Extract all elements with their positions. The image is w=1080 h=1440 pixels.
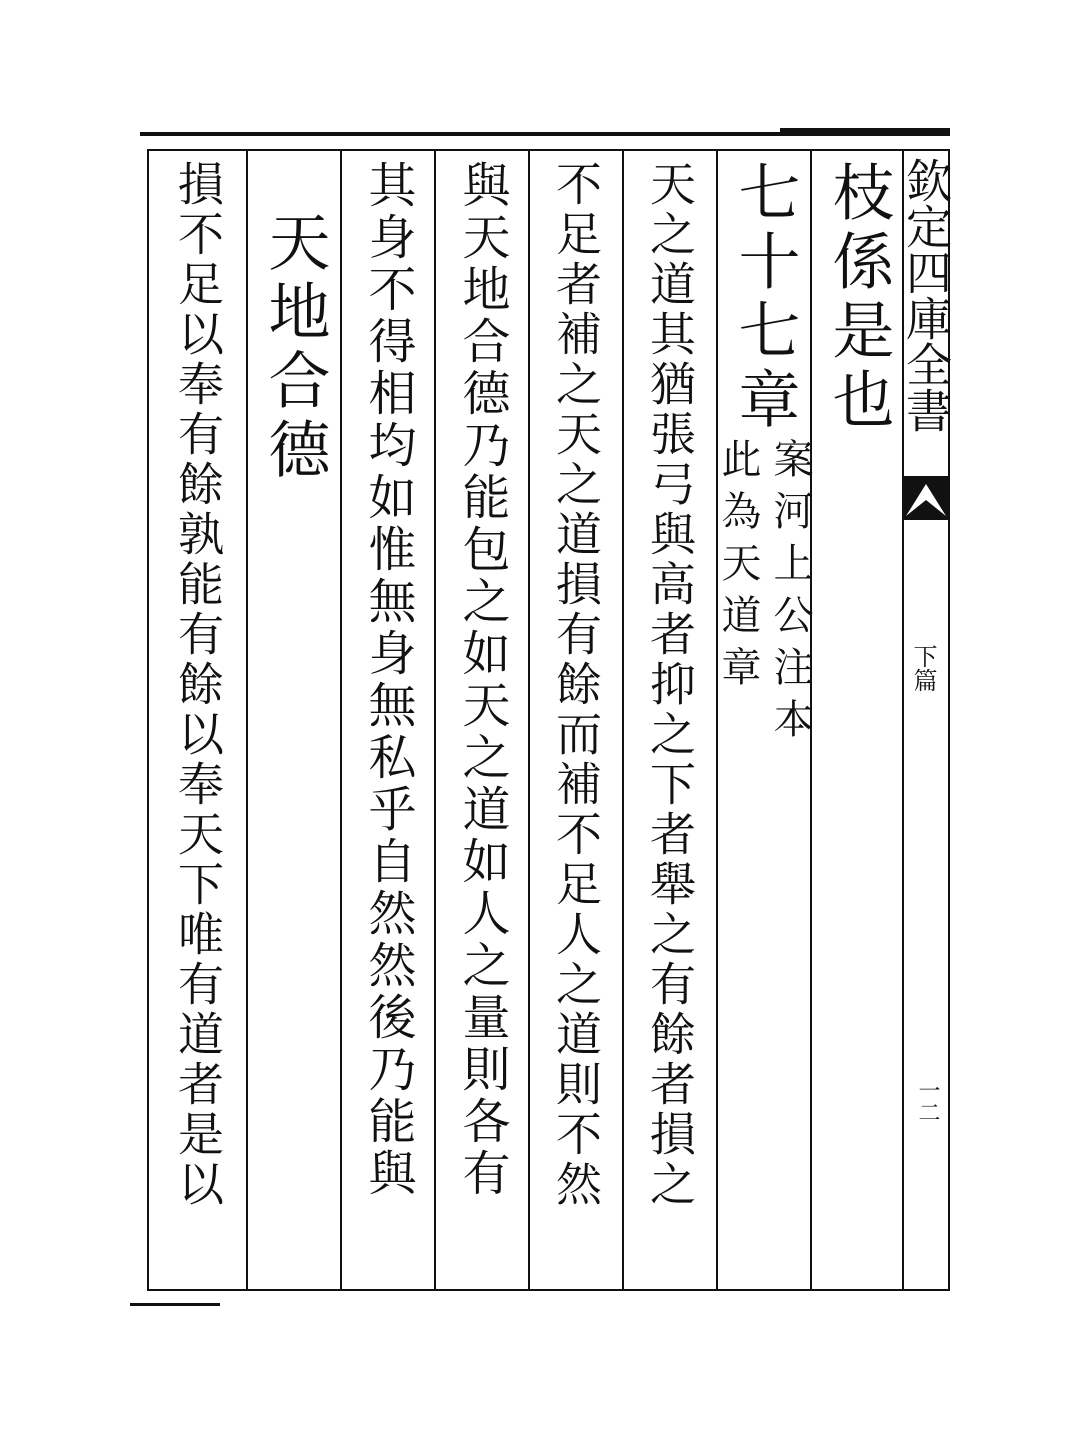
annotation-line: 此為天道章 xyxy=(715,438,761,698)
column-text: 損不足以奉有餘孰能有餘以奉天下唯有道者是以 xyxy=(171,160,225,1210)
column-text: 其身不得相均如惟無身無私乎自然然後乃能與 xyxy=(360,160,416,1200)
column-text: 天地合德 xyxy=(258,210,331,486)
text-column-2 xyxy=(715,160,813,750)
text-column-1 xyxy=(812,160,904,436)
text-column-7 xyxy=(248,160,340,486)
column-text: 天之道其猶張弓與高者抑之下者舉之有餘者損之 xyxy=(643,160,697,1210)
text-column-5 xyxy=(436,160,528,1200)
column-text: 不足者補之天之道損有餘而補不足人之道則不然 xyxy=(549,160,603,1210)
column-text: 枝係是也 xyxy=(822,160,895,436)
column-text: 與天地合德乃能包之如天之道如人之量則各有 xyxy=(454,160,510,1200)
annotation xyxy=(716,438,812,750)
text-column-6 xyxy=(342,160,434,1200)
text-column-3 xyxy=(624,160,716,1210)
text-column-8 xyxy=(152,160,244,1210)
top-rule-thick xyxy=(780,128,950,134)
book-title: 欽定四庫全書 xyxy=(899,157,953,433)
bottom-rule xyxy=(130,1303,220,1306)
annotation-line: 案河上公注本 xyxy=(767,438,813,750)
page-marks: 一二 xyxy=(915,1079,940,1123)
margin-block xyxy=(899,149,953,1291)
text-column-4 xyxy=(530,160,622,1210)
chapter-heading: 七十七章 xyxy=(728,160,801,436)
section-label: 下篇 xyxy=(909,644,937,692)
fishtail-mark-icon xyxy=(902,476,950,520)
